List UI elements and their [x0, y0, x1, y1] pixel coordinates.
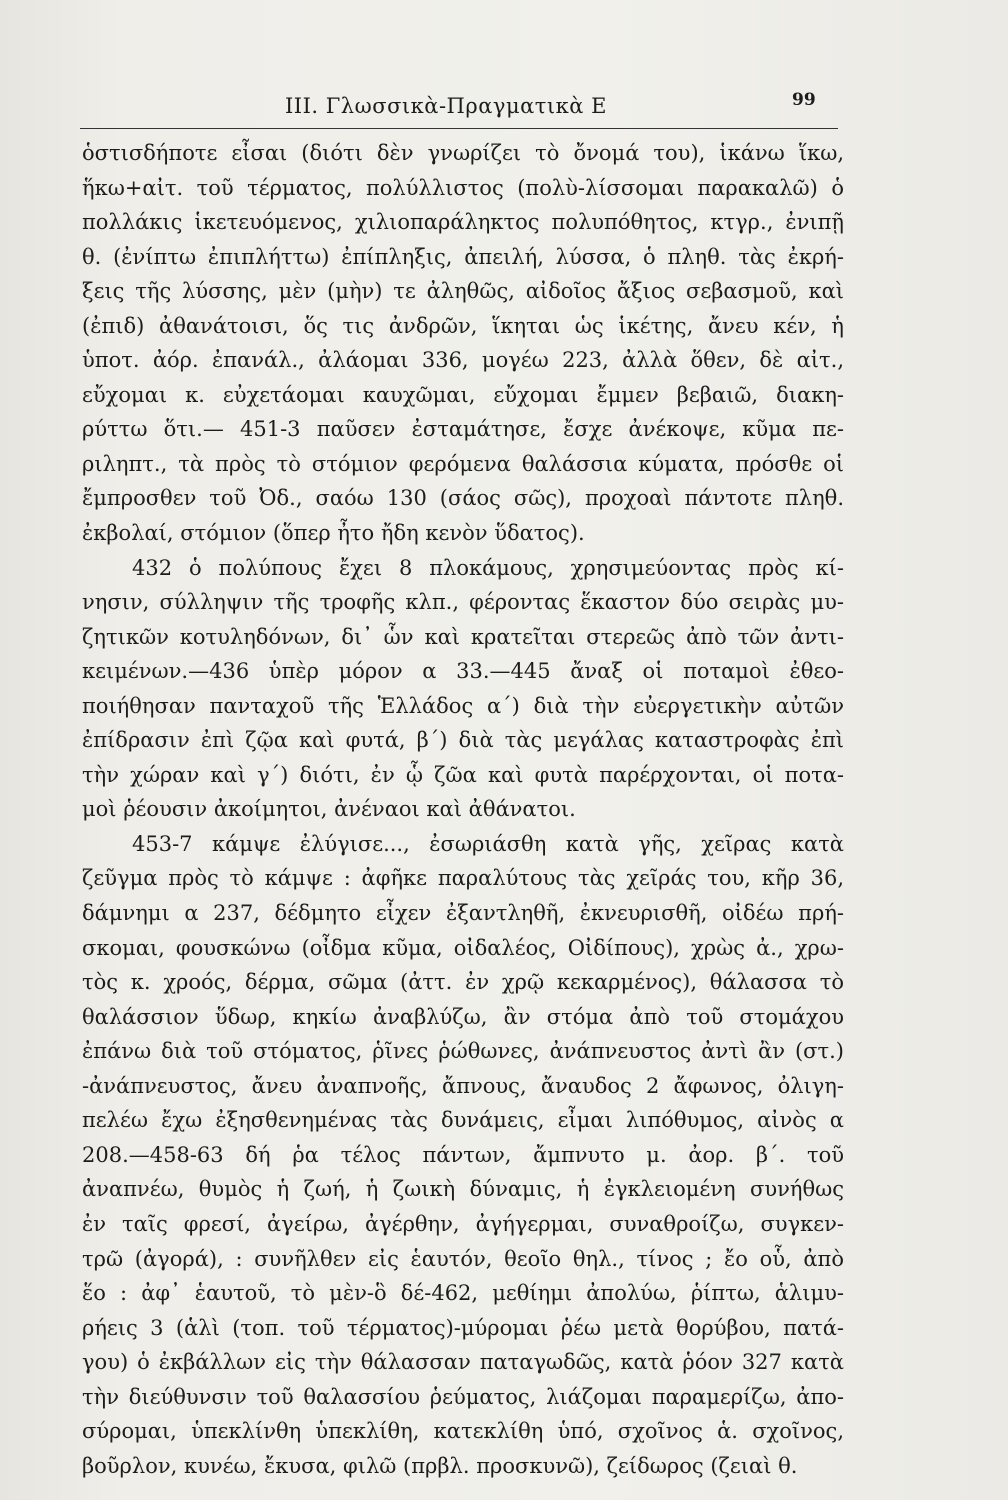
body-text [82, 136, 844, 1483]
text-line: ἐκβολαί, στόμιον (ὅπερ ἦτο ἤδη κενὸν ὕδατος). [82, 521, 585, 546]
text-line: πολλάκις ἱκετευόμενος, χιλιοπαράληκτος πολυπόθητος, κτγρ., ἐνιπῇ [82, 210, 844, 235]
text-line: 453-7 κάμψε ἐλύγισε..., ἐσωριάσθη κατὰ γῆς, χεῖρας κατὰ [132, 831, 844, 856]
text-line: εὔχομαι κ. εὐχετάομαι καυχῶμαι, εὔχομαι ἔμμεν βεβαιῶ, διακη- [82, 382, 844, 407]
text-line: μοὶ ῥέουσιν ἀκοίμητοι, ἀνέναοι καὶ ἀθάνατοι. [82, 797, 576, 822]
text-line: τὸς κ. χροός, δέρμα, σῶμα (ἀττ. ἐν χρῷ κεκαρμένος), θάλασσα τὸ [82, 970, 844, 995]
text-line: σκομαι, φουσκώνω (οἶδμα κῦμα, οἰδαλέος, Οἰδίπους), χρὼς ἀ., χρω- [82, 935, 844, 960]
text-line: ἥκω+αἰτ. τοῦ τέρματος, πολύλλιστος (πολὺ-λίσσομαι παρακαλῶ) ὁ [82, 175, 844, 200]
text-line: πελέω ἔχω ἐξησθενημένας τὰς δυνάμεις, εἶμαι λιπόθυμος, αἰνὸς α [82, 1108, 844, 1133]
text-line: ριληπτ., τὰ πρὸς τὸ στόμιον φερόμενα θαλάσσια κύματα, πρόσθε οἱ [82, 451, 844, 476]
text-line: ἔμπροσθεν τοῦ Ὀδ., σαόω 130 (σάος σῶς), προχοαὶ πάντοτε πληθ. [82, 486, 844, 511]
text-line: -ἀνάπνευστος, ἄνευ ἀναπνοῆς, ἄπνους, ἄναυδος 2 ἄφωνος, ὀλιγη- [82, 1073, 844, 1098]
text-line: ἐν ταῖς φρεσί, ἀγείρω, ἀγέρθην, ἀγήγερμαι, συναθροίζω, συγκεν- [82, 1211, 844, 1236]
page-number: 99 [792, 90, 816, 110]
text-line: ὑποτ. ἀόρ. ἐπανάλ., ἀλάομαι 336, μογέω 223, ἀλλὰ ὅθεν, δὲ αἰτ., [82, 348, 844, 373]
text-line: θαλάσσιον ὕδωρ, κηκίω ἀναβλύζω, ἂν στόμα ἀπὸ τοῦ στομάχου [82, 1004, 844, 1029]
running-header [80, 90, 840, 130]
text-line: σύρομαι, ὑπεκλίνθη ὑπεκλίθη, κατεκλίθη ὑπό, σχοῖνος ἁ. σχοῖνος, [82, 1419, 844, 1444]
text-line: ποιήθησαν πανταχοῦ τῆς Ἑλλάδος α΄) διὰ τὴν εὐεργετικὴν αὐτῶν [82, 693, 844, 718]
text-line: δάμνημι α 237, δέδμητο εἶχεν ἐξαντληθῆ, ἐκνευρισθῆ, οἰδέω πρή- [82, 901, 844, 926]
text-line: ὁστισδήποτε εἶσαι (διότι δὲν γνωρίζει τὸ ὄνομά του), ἱκάνω ἵκω, [82, 141, 844, 165]
text-line: ζεῦγμα πρὸς τὸ κάμψε : ἀφῆκε παραλύτους τὰς χεῖράς του, κῆρ 36, [82, 866, 844, 891]
text-line: ζητικῶν κοτυληδόνων, δι᾽ ὧν καὶ κρατεῖται στερεῶς ἀπὸ τῶν ἀντι- [82, 624, 844, 649]
text-line: τὴν διεύθυνσιν τοῦ θαλασσίου ῥεύματος, λιάζομαι παραμερίζω, ἀπο- [82, 1384, 844, 1409]
text-line: θ. (ἐνίπτω ἐπιπλήττω) ἐπίπληξις, ἀπειλή, λύσσα, ὁ πληθ. τὰς ἐκρή- [82, 244, 844, 269]
text-line: ξεις τῆς λύσσης, μὲν (μὴν) τε ἀληθῶς, αἰδοῖος ἄξιος σεβασμοῦ, καὶ [82, 279, 844, 304]
text-line: 208.—458-63 δή ῥα τέλος πάντων, ἄμπνυτο μ. ἀορ. β΄. τοῦ [82, 1142, 844, 1167]
text-line: (ἐπιδ) ἀθανάτοισι, ὅς τις ἀνδρῶν, ἵκηται ὡς ἱκέτης, ἄνευ κέν, ἡ [82, 313, 844, 338]
text-line: ρύττω ὅτι.— 451-3 παῦσεν ἐσταμάτησε, ἔσχε ἀνέκοψε, κῦμα πε- [82, 417, 844, 442]
text-line: κειμένων.—436 ὑπὲρ μόρον α 33.—445 ἄναξ οἱ ποταμοὶ ἐθεο- [82, 659, 844, 684]
text-line: ρήεις 3 (ἁλὶ (τοπ. τοῦ τέρματος)-μύρομαι ῥέω μετὰ θορύβου, πατά- [82, 1315, 844, 1340]
text-line: τρῶ (ἀγορά), : συνῆλθεν εἰς ἑαυτόν, θεοῖο θηλ., τίνος ; ἔο οὗ, ἀπὸ [82, 1246, 844, 1271]
text-line: ἐπάνω διὰ τοῦ στόματος, ῥῖνες ῥώθωνες, ἀνάπνευστος ἀντὶ ἂν (στ.) [82, 1039, 844, 1064]
text-line: γου) ὁ ἐκβάλλων εἰς τὴν θάλασσαν παταγωδῶς, κατὰ ῥόον 327 κατὰ [82, 1350, 844, 1375]
text-line: 432 ὁ πολύπους ἔχει 8 πλοκάμους, χρησιμεύοντας πρὸς κί- [132, 555, 844, 580]
text-line: νησιν, σύλληψιν τῆς τροφῆς κλπ., φέροντας ἕκαστον δύο σειρὰς μυ- [82, 590, 844, 615]
header-title: III. Γλωσσικὰ-Πραγματικὰ Ε [285, 94, 607, 118]
text-line: ἀναπνέω, θυμὸς ἡ ζωή, ἡ ζωικὴ δύναμις, ἡ ἐγκλειομένη συνήθως [82, 1177, 844, 1202]
text-line: τὴν χώραν καὶ γ΄) διότι, ἐν ᾧ ζῶα καὶ φυτὰ παρέρχονται, οἱ ποτα- [82, 762, 844, 787]
header-rule [80, 128, 838, 129]
text-line: ἕο : ἀφ᾽ ἑαυτοῦ, τὸ μὲν-ὃ δέ-462, μεθίημι ἀπολύω, ῥίπτω, ἁλιμυ- [82, 1281, 844, 1306]
text-line: ἐπίδρασιν ἐπὶ ζῷα καὶ φυτά, β΄) διὰ τὰς μεγάλας καταστροφὰς ἐπὶ [82, 728, 844, 753]
text-line: βοῦρλον, κυνέω, ἔκυσα, φιλῶ (πρβλ. προσκυνῶ), ζείδωρος (ζειαὶ θ. [82, 1453, 798, 1478]
